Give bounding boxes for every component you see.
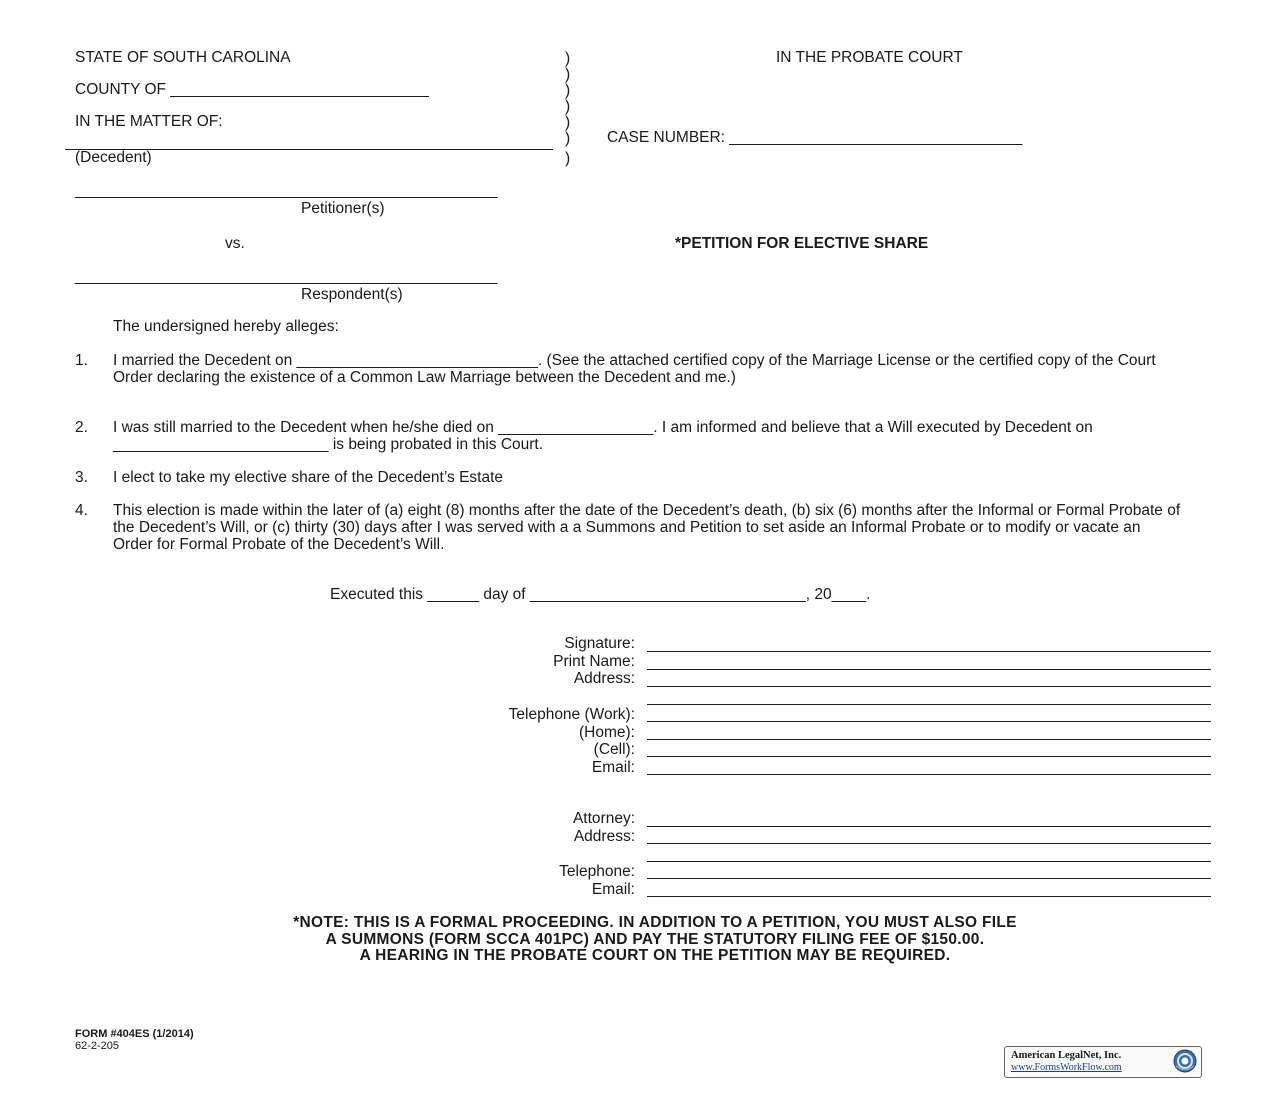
caption-paren: ) [565,82,571,99]
address-field[interactable] [647,686,1211,687]
statute-reference: 62-2-205 [75,1040,120,1052]
attorney-field[interactable] [647,826,1211,827]
caption-paren: ) [565,98,571,115]
telephone-cell-field[interactable] [647,756,1211,757]
logo-company: American LegalNet, Inc. [1011,1050,1122,1061]
american-legalnet-logo[interactable] [1004,1046,1202,1078]
attorney-telephone-label: Telephone: [559,863,635,880]
signature-field[interactable] [647,651,1211,652]
note-line-2: A SUMMONS (FORM SCCA 401PC) AND PAY THE STATUTORY FILING FEE OF $150.00. [325,931,985,948]
allegation-item: I was still married to the Decedent when he/she died on __________________. I am informed and believe that a Will executed by Decedent on _________________________ is being probated in this Court. [113,419,1093,453]
telephone-home-label: (Home): [579,724,635,741]
item-number: 2. [75,419,88,436]
note-line-3: A HEARING IN THE PROBATE COURT ON THE PETITION MAY BE REQUIRED. [359,947,951,964]
state-heading: STATE OF SOUTH CAROLINA [75,49,291,66]
petitioner-label: Petitioner(s) [301,200,385,217]
intro-text: The undersigned hereby alleges: [113,318,339,335]
telephone-home-field[interactable] [647,739,1211,740]
petitioner-line[interactable]: _________________________________________________ [75,182,498,199]
item-number: 3. [75,469,88,486]
logo-url[interactable]: www.FormsWorkFlow.com [1011,1062,1122,1073]
item-number: 4. [75,502,88,519]
caption-paren: ) [565,150,571,167]
email-label: Email: [591,759,635,776]
print-name-field[interactable] [647,669,1211,670]
caption-paren: ) [565,50,571,67]
attorney-address-label: Address: [573,828,635,845]
note-line-1: *NOTE: THIS IS A FORMAL PROCEEDING. IN ADDITION TO A PETITION, YOU MUST ALSO FILE [293,914,1017,931]
telephone-work-field[interactable] [647,721,1211,722]
attorney-telephone-field[interactable] [647,878,1211,879]
attorney-email-field[interactable] [647,896,1211,897]
telephone-work-label: Telephone (Work): [508,706,635,723]
globe-icon [1173,1049,1197,1073]
attorney-address-field[interactable] [647,843,1211,844]
address-field-line-2[interactable] [647,704,1211,705]
respondent-line[interactable]: _________________________________________________ [75,268,498,285]
executed-line[interactable]: Executed this ______ day of ________________________________, 20____. [330,586,871,603]
address-label: Address: [573,670,635,687]
allegation-item: I elect to take my elective share of the Decedent’s Estate [113,469,504,486]
court-heading: IN THE PROBATE COURT [776,49,963,66]
county-field[interactable]: COUNTY OF ______________________________ [75,81,429,98]
print-name-label: Print Name: [553,653,635,670]
caption-paren: ) [565,130,571,147]
matter-label: IN THE MATTER OF: [75,113,223,130]
allegation-item: This election is made within the later of (a) eight (8) months after the date of the Decedent’s death, (b) six (6) months after the Informal or Formal Probate of the Decedent’s Will, or (c) thirty (30) days after I was served with a a Summons and Petition to set aside an Informal Probate or to modify or vacate an Order for Formal Probate of the Decedent’s Will. [113,502,1181,553]
case-number-field[interactable]: CASE NUMBER: __________________________________ [607,129,1023,146]
email-field[interactable] [647,774,1211,775]
petition-title: *PETITION FOR ELECTIVE SHARE [675,235,929,252]
form-number: FORM #404ES (1/2014) [75,1028,194,1040]
decedent-label: (Decedent) [75,149,152,166]
caption-paren: ) [565,66,571,83]
attorney-email-label: Email: [591,881,635,898]
telephone-cell-label: (Cell): [593,741,635,758]
item-number: 1. [75,352,88,369]
attorney-address-field-line-2[interactable] [647,861,1211,862]
versus-label: vs. [225,235,245,252]
caption-paren: ) [565,114,571,131]
signature-label: Signature: [564,635,635,652]
attorney-label: Attorney: [572,810,635,827]
respondent-label: Respondent(s) [301,286,403,303]
allegation-item: I married the Decedent on ____________________________. (See the attached certified copy of the Marriage License or the certified copy of the Court Order declaring the existence of a Common Law Marriage between the Decedent and me.) [113,352,1156,386]
